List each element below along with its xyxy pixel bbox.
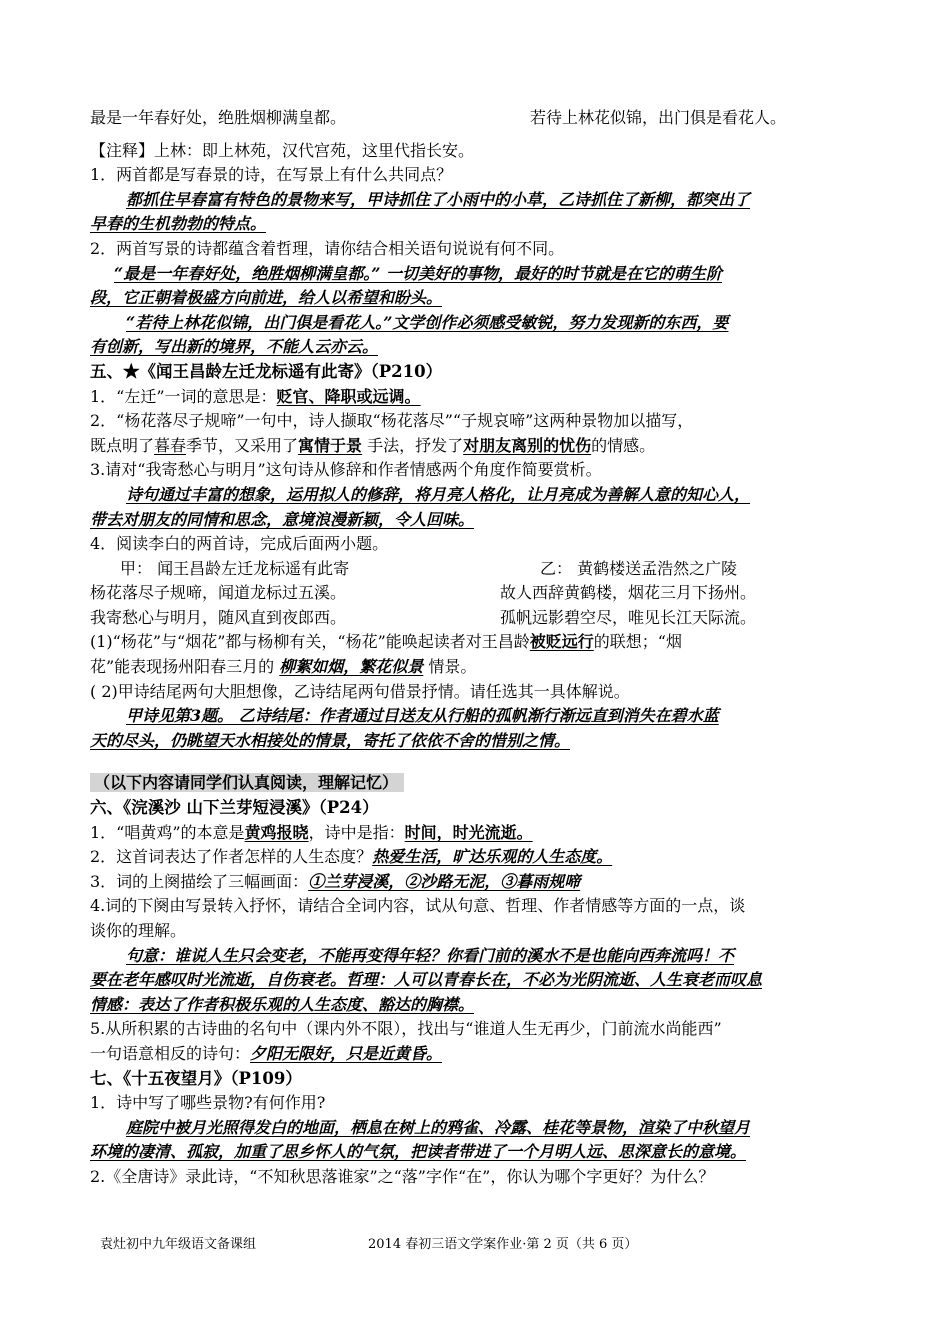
- answer: 情感：表达了作者积极乐观的人生态度、豁达的胸襟。: [90, 994, 475, 1014]
- question: 5.从所积累的古诗曲的名句中（课内外不限），找出与“谁道人生无再少，门前流水尚能西”: [90, 1019, 722, 1039]
- answer: 甲诗见第3题。 乙诗结尾：作者通过目送友从行船的孤帆渐行渐远直到消失在碧水蓝: [126, 706, 719, 726]
- answer: 热爱生活，旷达乐观的人生态度。: [372, 847, 613, 867]
- section-heading: 七、《十五夜望月》（P109）: [90, 1068, 302, 1088]
- footer-right: 2014 春初三语文学案作业·第 2 页（共 6 页）: [368, 1237, 638, 1252]
- question: 1．诗中写了哪些景物?有何作用?: [90, 1093, 326, 1113]
- answer: 被贬远行: [529, 632, 594, 652]
- notice-banner: （以下内容请同学们认真阅读，理解记忆）: [90, 773, 404, 792]
- question: 2．这首词表达了作者怎样的人生态度？热爱生活，旷达乐观的人生态度。: [90, 847, 613, 867]
- answer: 段，它正朝着极盛方向前进，给人以希望和盼头。: [90, 288, 443, 308]
- footer-left: 袁灶初中九年级语文备课组: [100, 1237, 257, 1252]
- question: 一句语意相反的诗句：夕阳无限好，只是近黄昏。: [90, 1043, 443, 1063]
- poem-right: 若待上林花似锦，出门俱是看花人。: [530, 108, 787, 127]
- answer: 天的尽头，仍眺望天水相接处的情景，寄托了依依不舍的惜别之情。: [90, 730, 571, 750]
- question: 2.《全唐诗》录此诗，“不知秋思落谁家”之“落”字作“在”，你认为哪个字更好？为什么？: [90, 1166, 715, 1186]
- poem-titles: 甲： 闻王昌龄左迁龙标遥有此寄 乙： 黄鹤楼送孟浩然之广陵: [120, 558, 738, 578]
- answer: 贬官、降职或远调。: [276, 386, 421, 406]
- question: 谈你的理解。: [90, 921, 187, 940]
- answer: 诗句通过丰富的想象，运用拟人的修辞，将月亮人格化，让月亮成为善解人意的知心人，: [126, 484, 751, 504]
- question: 既点明了暮春季节，又采用了寓情于景 手法，抒发了对朋友离别的忧伤的情感。: [90, 435, 656, 455]
- answer: 早春的生机勃勃的特点。: [90, 214, 267, 234]
- question: (1)“杨花”与“烟花”都与杨柳有关，“杨花”能唤起读者对王昌龄被贬远行的联想；“烟: [90, 632, 682, 652]
- poem-line: 杨花落尽子规啼，闻道龙标过五溪。 故人西辞黄鹤楼，烟花三月下扬州。: [90, 583, 757, 603]
- answer: “若待上林花似锦，出门俱是看花人。”文学创作必须感受敏锐，努力发现新的东西，要: [126, 312, 729, 332]
- answer: 要在老年感叹时光流逝，自伤衰老。哲理：人可以青春长在，不必为光阴流逝、人生衰老而叹息: [90, 970, 763, 990]
- annotation-note: 【注释】上林：即上林苑，汉代宫苑，这里代指长安。: [90, 140, 475, 160]
- answer: 带去对朋友的同情和思念，意境浪漫新颖，令人回味。: [90, 509, 475, 529]
- question: 4.词的下阕由写景转入抒怀，请结合全词内容，试从句意、哲理、作者情感等方面的一点，谈: [90, 896, 746, 916]
- answer: 有创新，写出新的境界，不能人云亦云。: [90, 337, 379, 357]
- answer: 对朋友离别的忧伤: [463, 435, 592, 455]
- poem-line: [90, 106, 880, 131]
- poem-line: 我寄愁心与明月，随风直到夜郎西。 孤帆远影碧空尽，唯见长江天际流。: [90, 607, 757, 627]
- question: 2．两首写景的诗都蕴含着哲理，请你结合相关语句说说有何不同。: [90, 238, 565, 258]
- section-heading: 六、《浣溪沙 山下兰芽短浸溪》（P24）: [90, 798, 379, 818]
- question: 3．词的上阕描绘了三幅画面：①兰芽浸溪，②沙路无泥，③暮雨规啼: [90, 871, 581, 891]
- answer: “最是一年春好处，绝胜烟柳满皇都。” 一切美好的事物，最好的时节就是在它的萌生阶: [114, 263, 722, 283]
- answer: ①兰芽浸溪，②沙路无泥，③暮雨规啼: [308, 871, 581, 891]
- section-heading: 五、★《闻王昌龄左迁龙标遥有此寄》（P210）: [90, 361, 443, 381]
- question: 1．两首都是写春景的诗，在写景上有什么共同点？: [90, 165, 453, 185]
- question: ( 2)甲诗结尾两句大胆想像，乙诗结尾两句借景抒情。请任选其一具体解说。: [90, 681, 630, 701]
- document-body: [90, 96, 880, 1190]
- answer: 柳絮如烟，繁花似景: [279, 657, 424, 677]
- answer: 夕阳无限好，只是近黄昏。: [250, 1043, 443, 1063]
- poem-left: 最是一年春好处，绝胜烟柳满皇都。: [90, 108, 347, 127]
- question: 1．“唱黄鸡”的本意是黄鸡报晓，诗中是指：时间，时光流逝。: [90, 822, 533, 842]
- answer: 都抓住早春富有特色的景物来写，甲诗抓住了小雨中的小草，乙诗抓住了新柳，都突出了: [126, 189, 751, 209]
- answer: 环境的凄清、孤寂，加重了思乡怀人的气氛，把读者带进了一个月明人远、思深意长的意境。: [90, 1142, 747, 1162]
- question: 3.请对“我寄愁心与明月”这句诗从修辞和作者情感两个角度作简要赏析。: [90, 460, 602, 480]
- answer: 黄鸡报晓: [244, 822, 309, 842]
- question: 花”能表现扬州阳春三月的 柳絮如烟，繁花似景 情景。: [90, 657, 477, 677]
- answer: 暮春: [154, 435, 187, 455]
- answer: 庭院中被月光照得发白的地面，栖息在树上的鸦雀、冷露、桂花等景物，渲染了中秋望月: [126, 1117, 751, 1137]
- answer: 寓情于景: [298, 435, 363, 455]
- answer: 时间，时光流逝。: [404, 822, 533, 842]
- question: 4．阅读李白的两首诗，完成后面两小题。: [90, 534, 389, 554]
- question: 1．“左迁”一词的意思是：贬官、降职或远调。: [90, 386, 421, 406]
- question: 2．“杨花落尽子规啼”一句中，诗人撷取“杨花落尽”“子规哀啼”这两种景物加以描写，: [90, 411, 694, 431]
- answer: 句意：谁说人生只会变老，不能再变得年轻？你看门前的溪水不是也能向西奔流吗！不: [126, 945, 735, 965]
